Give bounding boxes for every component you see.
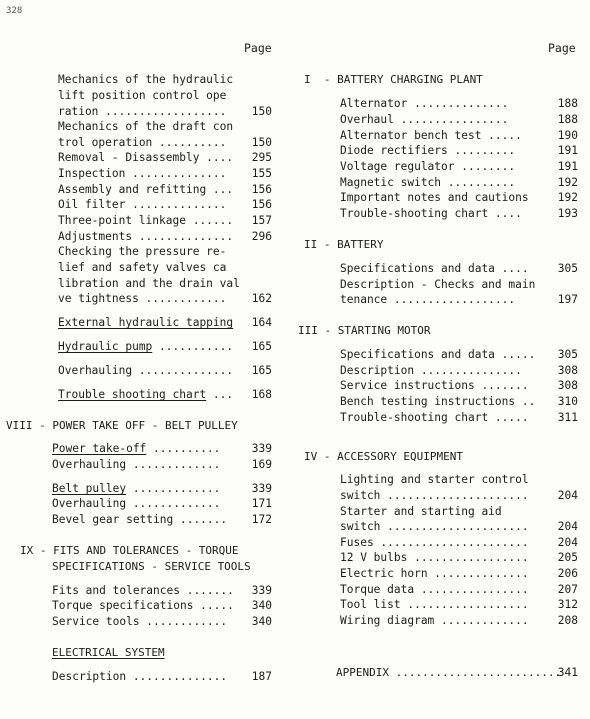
left-entry-10-text: Adjustments .............. bbox=[58, 230, 234, 243]
i-entry-1 bbox=[340, 112, 508, 127]
left-entry-7-text: Assembly and refitting ... bbox=[58, 183, 234, 196]
iii-entry-2-page-number: 308 bbox=[557, 379, 578, 392]
left-entry-13-text: libration and the drain val bbox=[58, 277, 240, 290]
iii-entry-3-text: Bench testing instructions .. bbox=[340, 395, 536, 408]
section-viii-heading bbox=[6, 418, 238, 433]
iv-entry-8-page-number: 312 bbox=[557, 598, 578, 611]
iv-entry-9-text: Wiring diagram ............. bbox=[340, 614, 529, 627]
i-entry-1-page-number: 188 bbox=[557, 113, 578, 126]
ii-entry-0-page-number: 305 bbox=[557, 262, 578, 275]
left-entry-6-text: Inspection .............. bbox=[58, 167, 227, 180]
electrical-entry-0-page-number: 187 bbox=[251, 670, 272, 683]
section-ii-heading-text: II - BATTERY bbox=[304, 238, 384, 251]
left-entry-14-text: ve tightness ............ bbox=[58, 292, 227, 305]
left-entry-4-page-number: 150 bbox=[251, 136, 272, 149]
iv-entry-6-text: Electric horn .............. bbox=[340, 567, 529, 580]
ix-entry-1-page-number: 340 bbox=[251, 599, 272, 612]
viii-entry-0 bbox=[52, 441, 220, 456]
section-ix-heading-0-text: IX - FITS AND TOLERANCES - TORQUE bbox=[20, 544, 239, 557]
i-entry-0-page-number: 188 bbox=[557, 97, 578, 110]
ii-entry-1 bbox=[340, 277, 535, 292]
i-entry-5-page-number: 192 bbox=[557, 176, 578, 189]
iv-entry-1 bbox=[340, 488, 529, 503]
electrical-entry-0-text: Description .............. bbox=[52, 670, 228, 683]
viii-entry-1-page-number: 169 bbox=[251, 458, 272, 471]
left-entry-1-text: lift position control ope bbox=[58, 89, 227, 102]
left-page-header: Page bbox=[244, 41, 272, 55]
electrical-system-heading bbox=[52, 645, 165, 660]
iv-entry-4-page-number: 204 bbox=[557, 536, 578, 549]
iv-entry-6-page-number: 206 bbox=[557, 567, 578, 580]
i-entry-6-text: Important notes and cautions bbox=[340, 191, 529, 204]
right-page-header: Page bbox=[548, 41, 576, 55]
left-entry-7 bbox=[58, 182, 233, 197]
left-entry-8-page-number: 156 bbox=[251, 198, 272, 211]
left-entry-3-text: Mechanics of the draft con bbox=[58, 120, 234, 133]
left-entry-5-page-number: 295 bbox=[251, 151, 272, 164]
left-entry-1 bbox=[58, 88, 226, 103]
viii-entry-3-text: Overhauling ............. bbox=[52, 497, 221, 510]
ix-entry-1 bbox=[52, 598, 234, 613]
left-entry-9-text: Three-point linkage ...... bbox=[58, 214, 234, 227]
viii-entry-3-page-number: 171 bbox=[251, 497, 272, 510]
left-entry-0-text: Mechanics of the hydraulic bbox=[58, 73, 234, 86]
section-iv-heading-text: IV - ACCESSORY EQUIPMENT bbox=[304, 450, 463, 463]
left-entry-11-text: Checking the pressure re- bbox=[58, 245, 227, 258]
i-entry-2-text: Alternator bench test ..... bbox=[340, 129, 522, 142]
ix-entry-0 bbox=[52, 583, 234, 598]
viii-entry-1-text: Overhauling ............. bbox=[52, 458, 221, 471]
left-entry-6-page-number: 155 bbox=[251, 167, 272, 180]
iv-entry-8-text: Tool list .................. bbox=[340, 598, 529, 611]
left-entry-9 bbox=[58, 213, 233, 228]
section-iv-heading bbox=[304, 449, 463, 464]
iv-entry-1-text: switch ..................... bbox=[340, 489, 529, 502]
i-entry-4 bbox=[340, 159, 515, 174]
left-entry-13 bbox=[58, 276, 240, 291]
left-entry-17-text: Overhauling .............. bbox=[58, 364, 234, 377]
electrical-entry-0 bbox=[52, 669, 227, 684]
iv-entry-9 bbox=[340, 613, 529, 628]
appendix-entry-page-number: 341 bbox=[557, 666, 578, 679]
iv-entry-5-text: 12 V bulbs ................. bbox=[340, 551, 529, 564]
ix-entry-2 bbox=[52, 614, 227, 629]
iv-entry-6 bbox=[340, 566, 529, 581]
i-entry-6-page-number: 192 bbox=[557, 191, 578, 204]
iii-entry-2-text: Service instructions ....... bbox=[340, 379, 529, 392]
i-entry-4-page-number: 191 bbox=[557, 160, 578, 173]
left-entry-12 bbox=[58, 260, 226, 275]
section-i-heading bbox=[304, 72, 483, 87]
left-entry-15-page-number: 164 bbox=[251, 316, 272, 329]
electrical-system-heading-text: ELECTRICAL SYSTEM bbox=[52, 646, 165, 659]
left-entry-10-page-number: 296 bbox=[251, 230, 272, 243]
left-entry-18 bbox=[58, 387, 233, 402]
iii-entry-2 bbox=[340, 378, 529, 393]
viii-entry-4 bbox=[52, 512, 227, 527]
ix-entry-1-text: Torque specifications ..... bbox=[52, 599, 234, 612]
left-entry-8 bbox=[58, 197, 226, 212]
left-entry-14 bbox=[58, 291, 226, 306]
iv-entry-3-page-number: 204 bbox=[557, 520, 578, 533]
left-entry-10 bbox=[58, 229, 233, 244]
left-entry-17 bbox=[58, 363, 233, 378]
ix-entry-0-page-number: 339 bbox=[251, 584, 272, 597]
iii-entry-0 bbox=[340, 347, 535, 362]
i-entry-5-text: Magnetic switch .......... bbox=[340, 176, 516, 189]
left-entry-9-page-number: 157 bbox=[251, 214, 272, 227]
iv-entry-0 bbox=[340, 472, 529, 487]
left-entry-16-text: Hydraulic pump ........... bbox=[58, 340, 234, 353]
iii-entry-0-page-number: 305 bbox=[557, 348, 578, 361]
page-number: 328 bbox=[6, 6, 23, 16]
section-i-heading-text: I - BATTERY CHARGING PLANT bbox=[304, 73, 483, 86]
iv-entry-3 bbox=[340, 519, 529, 534]
iv-entry-4 bbox=[340, 535, 529, 550]
left-entry-14-page-number: 162 bbox=[251, 292, 272, 305]
section-iii-heading-text: III - STARTING MOTOR bbox=[298, 324, 431, 337]
iii-entry-0-text: Specifications and data ..... bbox=[340, 348, 536, 361]
iii-entry-4-text: Trouble-shooting chart ..... bbox=[340, 411, 529, 424]
left-entry-4 bbox=[58, 135, 226, 150]
ii-entry-2-page-number: 197 bbox=[557, 293, 578, 306]
iii-entry-4 bbox=[340, 410, 529, 425]
iv-entry-5-page-number: 205 bbox=[557, 551, 578, 564]
left-entry-5-text: Removal - Disassembly .... bbox=[58, 151, 234, 164]
i-entry-4-text: Voltage regulator ........ bbox=[340, 160, 516, 173]
iii-entry-4-page-number: 311 bbox=[557, 411, 578, 424]
ii-entry-1-text: Description - Checks and main bbox=[340, 278, 536, 291]
left-entry-2 bbox=[58, 104, 226, 119]
section-ii-heading bbox=[304, 237, 383, 252]
left-entry-7-page-number: 156 bbox=[251, 183, 272, 196]
left-entry-18-page-number: 168 bbox=[251, 388, 272, 401]
i-entry-2 bbox=[340, 128, 522, 143]
viii-entry-4-text: Bevel gear setting ....... bbox=[52, 513, 228, 526]
iii-entry-3-page-number: 310 bbox=[557, 395, 578, 408]
viii-entry-3 bbox=[52, 496, 220, 511]
viii-entry-4-page-number: 172 bbox=[251, 513, 272, 526]
i-entry-5 bbox=[340, 175, 515, 190]
i-entry-1-text: Overhaul ................ bbox=[340, 113, 509, 126]
left-entry-15-text: External hydraulic tapping bbox=[58, 316, 234, 329]
left-entry-4-text: trol operation .......... bbox=[58, 136, 227, 149]
viii-entry-2-text: Belt pulley ............. bbox=[52, 482, 221, 495]
iv-entry-2-text: Starter and starting aid bbox=[340, 505, 502, 518]
iv-entry-4-text: Fuses ...................... bbox=[340, 536, 529, 549]
ix-entry-2-page-number: 340 bbox=[251, 615, 272, 628]
i-entry-6 bbox=[340, 190, 529, 205]
section-viii-heading-text: VIII - POWER TAKE OFF - BELT PULLEY bbox=[6, 419, 238, 432]
viii-entry-0-page-number: 339 bbox=[251, 442, 272, 455]
left-entry-2-text: ration .................. bbox=[58, 105, 227, 118]
i-entry-3-page-number: 191 bbox=[557, 144, 578, 157]
i-entry-3 bbox=[340, 143, 515, 158]
iv-entry-8 bbox=[340, 597, 529, 612]
i-entry-0 bbox=[340, 96, 508, 111]
left-entry-16 bbox=[58, 339, 233, 354]
left-entry-12-text: lief and safety valves ca bbox=[58, 261, 227, 274]
i-entry-7 bbox=[340, 206, 522, 221]
left-entry-8-text: Oil filter .............. bbox=[58, 198, 227, 211]
i-entry-2-page-number: 190 bbox=[557, 129, 578, 142]
left-entry-2-page-number: 150 bbox=[251, 105, 272, 118]
section-ix-heading-0 bbox=[20, 543, 239, 558]
i-entry-7-page-number: 193 bbox=[557, 207, 578, 220]
iv-entry-3-text: switch ..................... bbox=[340, 520, 529, 533]
ii-entry-0-text: Specifications and data .... bbox=[340, 262, 529, 275]
ii-entry-2-text: tenance .................. bbox=[340, 293, 516, 306]
ix-entry-0-text: Fits and tolerances ....... bbox=[52, 584, 234, 597]
left-entry-6 bbox=[58, 166, 226, 181]
iii-entry-1-page-number: 308 bbox=[557, 364, 578, 377]
left-entry-15 bbox=[58, 315, 233, 330]
left-entry-11 bbox=[58, 244, 226, 259]
iv-entry-7-text: Torque data ................ bbox=[340, 583, 529, 596]
left-entry-17-page-number: 165 bbox=[251, 364, 272, 377]
ii-entry-2 bbox=[340, 292, 515, 307]
i-entry-7-text: Trouble-shooting chart .... bbox=[340, 207, 522, 220]
iv-entry-5 bbox=[340, 550, 529, 565]
left-entry-16-page-number: 165 bbox=[251, 340, 272, 353]
ii-entry-0 bbox=[340, 261, 529, 276]
iv-entry-7 bbox=[340, 582, 529, 597]
viii-entry-2 bbox=[52, 481, 220, 496]
appendix-entry-text: APPENDIX ......................... bbox=[336, 666, 562, 679]
left-entry-18-text: Trouble shooting chart ... bbox=[58, 388, 234, 401]
iv-entry-7-page-number: 207 bbox=[557, 583, 578, 596]
iii-entry-1 bbox=[340, 363, 522, 378]
appendix-entry bbox=[336, 665, 561, 680]
viii-entry-1 bbox=[52, 457, 220, 472]
i-entry-0-text: Alternator .............. bbox=[340, 97, 509, 110]
left-entry-3 bbox=[58, 119, 233, 134]
section-iii-heading bbox=[298, 323, 430, 338]
iv-entry-9-page-number: 208 bbox=[557, 614, 578, 627]
section-ix-heading-1-text: SPECIFICATIONS - SERVICE TOOLS bbox=[52, 560, 251, 573]
viii-entry-2-page-number: 339 bbox=[251, 482, 272, 495]
section-ix-heading-1 bbox=[52, 559, 251, 574]
left-entry-0 bbox=[58, 72, 233, 87]
iv-entry-2 bbox=[340, 504, 502, 519]
viii-entry-0-text: Power take-off .......... bbox=[52, 442, 221, 455]
left-entry-5 bbox=[58, 150, 233, 165]
iv-entry-0-text: Lighting and starter control bbox=[340, 473, 529, 486]
i-entry-3-text: Diode rectifiers ......... bbox=[340, 144, 516, 157]
ix-entry-2-text: Service tools ............ bbox=[52, 615, 228, 628]
iii-entry-1-text: Description ............... bbox=[340, 364, 522, 377]
iv-entry-1-page-number: 204 bbox=[557, 489, 578, 502]
iii-entry-3 bbox=[340, 394, 535, 409]
